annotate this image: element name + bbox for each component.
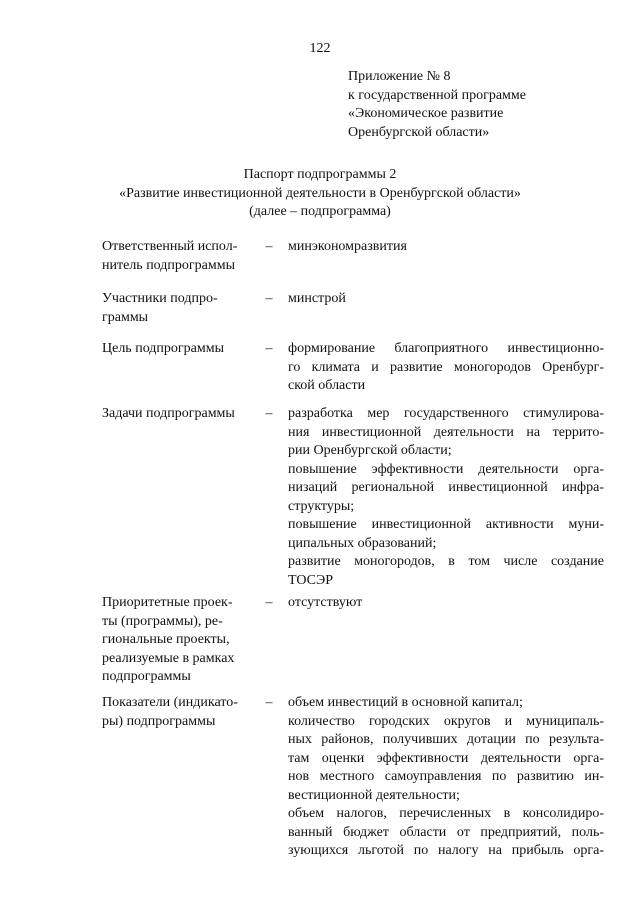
row-value (288, 405, 604, 590)
row-dash: – (265, 406, 273, 421)
value-line: структуры; (288, 498, 355, 514)
value-line: нов местного самоуправления по развитию ин- (288, 769, 604, 784)
value-line: объем налогов, перечисленных в консолидиро- (288, 806, 604, 821)
label-line: Показатели (индикато- (102, 695, 238, 710)
value-line: развитие моногородов, в том числе создание (288, 554, 604, 569)
value-line: го климата и развитие моногородов Оренбург- (288, 359, 604, 375)
title-line: Паспорт подпрограммы 2 (243, 167, 397, 182)
value-line: повышение инвестиционной активности муни- (288, 517, 604, 532)
row-dash: – (265, 239, 273, 254)
appendix-line: Приложение № 8 (348, 69, 451, 84)
appendix-line: Оренбургской области» (348, 124, 490, 140)
appendix-line: к государственной программе (348, 87, 526, 103)
row-label (102, 290, 262, 327)
label-line: ты (программы), ре- (102, 613, 223, 629)
row-dash: – (265, 595, 273, 610)
row-dash: – (265, 291, 273, 306)
appendix-heading (348, 68, 526, 142)
row-value (288, 594, 604, 613)
title-line: (далее – подпрограмма) (249, 204, 391, 219)
row-value (288, 290, 604, 309)
value-line: зующихся льготой по налогу на прибыль орга- (288, 843, 604, 858)
label-line: ры) подпрограммы (102, 713, 216, 729)
label-line: гиональные проекты, (102, 632, 230, 647)
row-label (102, 694, 262, 731)
value-line: формирование благоприятного инвестиционно- (288, 341, 604, 356)
row-dash: – (265, 341, 273, 356)
row-dash: – (265, 695, 273, 710)
value-line: ТОСЭР (288, 572, 334, 588)
value-line: отсутствуют (288, 595, 363, 610)
value-line: ципальных образований; (288, 535, 437, 551)
value-line: минстрой (288, 291, 346, 306)
value-line: объем инвестиций в основной капитал; (288, 695, 523, 710)
title-line: «Развитие инвестиционной деятельности в Оренбургской области» (119, 185, 521, 201)
value-line: ской области (288, 378, 366, 393)
label-line: реализуемые в рамках (102, 650, 235, 666)
value-line: рии Оренбургской области; (288, 443, 452, 458)
label-line: подпрограммы (102, 669, 191, 684)
row-label (102, 340, 262, 359)
row-label (102, 594, 262, 687)
value-line: количество городских округов и муниципаль- (288, 713, 604, 729)
label-line: Приоритетные проек- (102, 595, 233, 610)
value-line: ния инвестиционной деятельности на террито- (288, 424, 604, 440)
value-line: низаций региональной инвестиционной инфра- (288, 480, 604, 495)
value-line: ных районов, получивших дотации по результа- (288, 732, 604, 747)
value-line: разработка мер государственного стимулирова- (288, 406, 604, 421)
label-line: Участники подпро- (102, 291, 218, 306)
row-value (288, 694, 604, 861)
value-line: повышение эффективности деятельности орга- (288, 461, 604, 477)
document-title (0, 166, 640, 222)
row-label (102, 238, 262, 275)
label-line: граммы (102, 309, 149, 325)
label-line: Ответственный испол- (102, 239, 238, 254)
row-value (288, 238, 604, 257)
label-line: нитель подпрограммы (102, 257, 235, 273)
row-label (102, 405, 262, 424)
label-line: Задачи подпрограммы (102, 406, 235, 421)
row-value (288, 340, 604, 396)
value-line: минэкономразвития (288, 239, 407, 254)
label-line: Цель подпрограммы (102, 341, 224, 356)
value-line: там оценки эффективности деятельности орга- (288, 750, 604, 766)
value-line: ванный бюджет области от предприятий, поль- (288, 824, 604, 840)
value-line: вестиционной деятельности; (288, 787, 460, 803)
appendix-line: «Экономическое развитие (348, 106, 504, 121)
page-number: 122 (309, 41, 331, 56)
